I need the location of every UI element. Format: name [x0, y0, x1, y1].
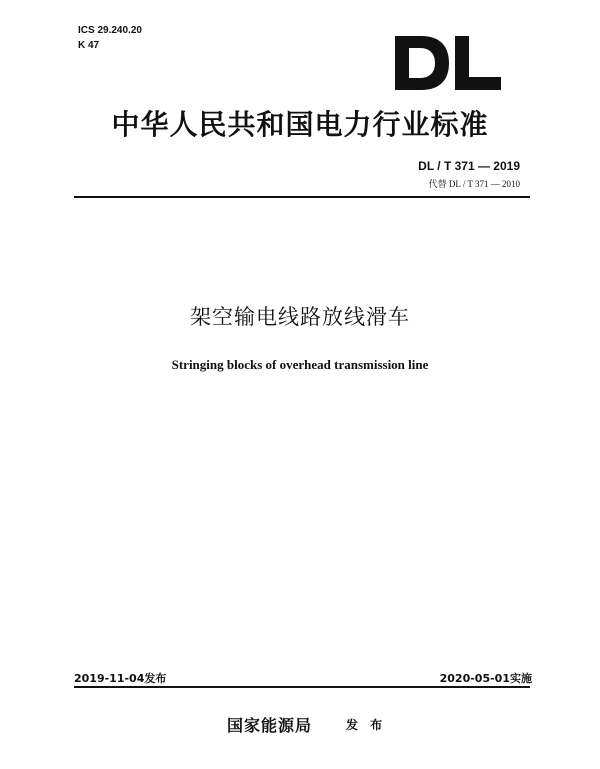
issue-date: 2019-11-04发布 [74, 672, 167, 685]
standard-number: DL / T 371 — 2019 [418, 159, 520, 173]
replaces-standard: 代替 DL / T 371 — 2010 [428, 179, 520, 189]
classification-code: K 47 [78, 40, 100, 51]
standard-category-title: 中华人民共和国电力行业标准 [111, 108, 489, 141]
implementation-date: 2020-05-01实施 [439, 672, 532, 685]
document-title-cn: 架空输电线路放线滑车 [190, 305, 410, 329]
document-title-en: Stringing blocks of overhead transmission line [171, 357, 429, 372]
dl-logo-letter-d [395, 36, 449, 90]
publisher: 国家能源局 [227, 716, 313, 735]
dl-logo-letter-l [455, 36, 501, 90]
dl-logo [395, 36, 503, 90]
publish-label: 发 布 [346, 718, 387, 732]
top-divider [74, 196, 530, 198]
ics-code: ICS 29.240.20 [78, 25, 142, 36]
bottom-divider [74, 686, 530, 688]
